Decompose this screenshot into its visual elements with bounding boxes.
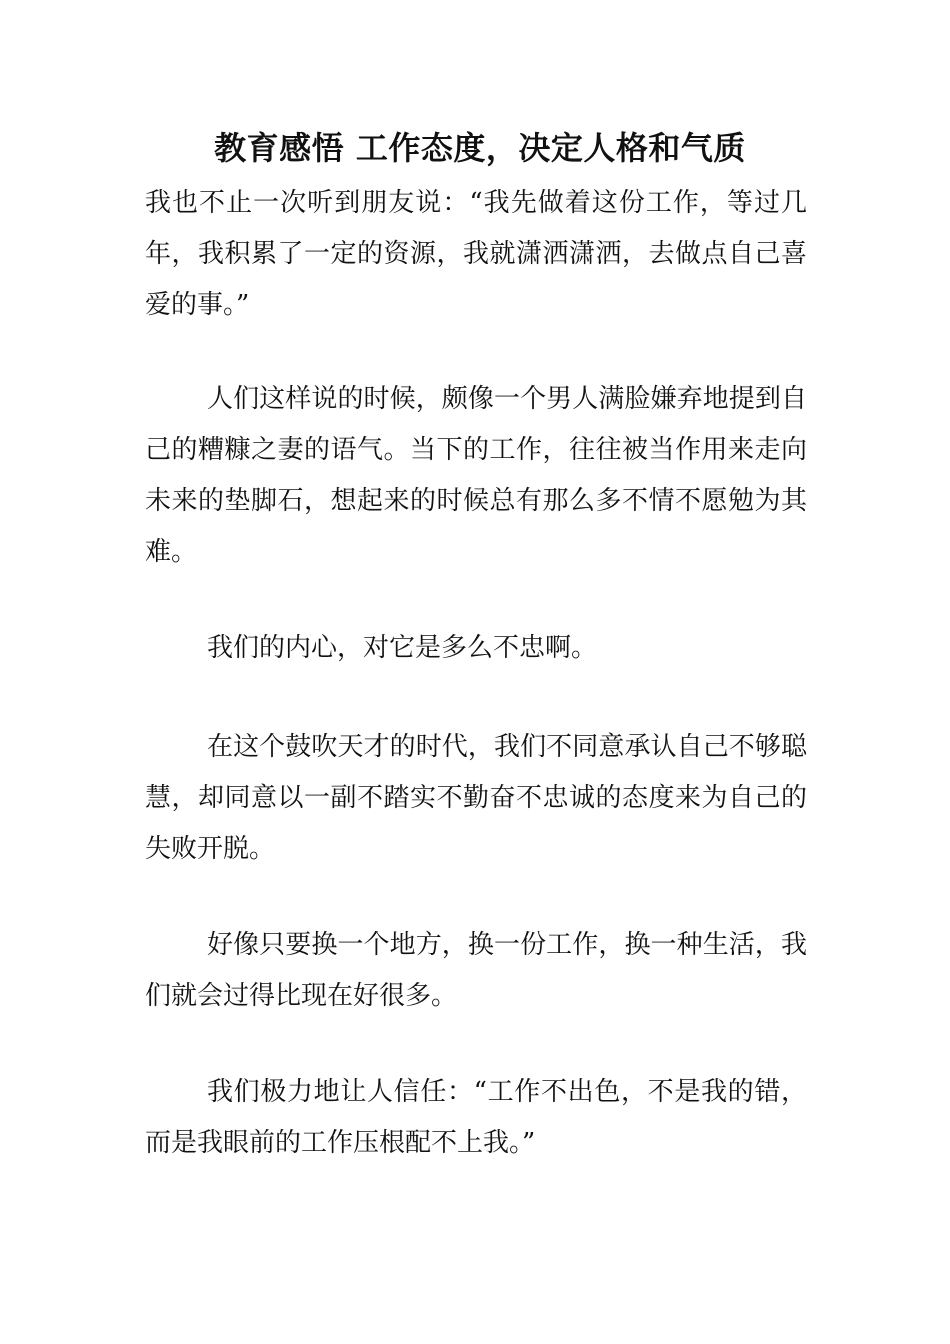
paragraph-2: 人们这样说的时候，颇像一个男人满脸嫌弃地提到自己的糟糠之妻的语气。当下的工作，往往被当作用来走向未来的垫脚石，想起来的时候总有那么多不情不愿勉为其难。 <box>145 384 807 567</box>
document-title: 教育感悟 工作态度，决定人格和气质 <box>214 129 746 167</box>
paragraph-6: 我们极力地让人信任：“工作不出色，不是我的错，而是我眼前的工作压根配不上我。” <box>145 1077 807 1158</box>
paragraph-5: 好像只要换一个地方，换一份工作，换一种生活，我们就会过得比现在好很多。 <box>145 930 807 1011</box>
paragraph-4: 在这个鼓吹天才的时代，我们不同意承认自己不够聪慧，却同意以一副不踏实不勤奋不忠诚的态度来为自己的失败开脱。 <box>145 732 807 864</box>
paragraph-3: 我们的内心，对它是多么不忠啊。 <box>207 633 598 663</box>
paragraph-1: 我也不止一次听到朋友说：“我先做着这份工作，等过几年，我积累了一定的资源，我就潇洒潇洒，去做点自己喜爱的事。” <box>145 188 807 320</box>
